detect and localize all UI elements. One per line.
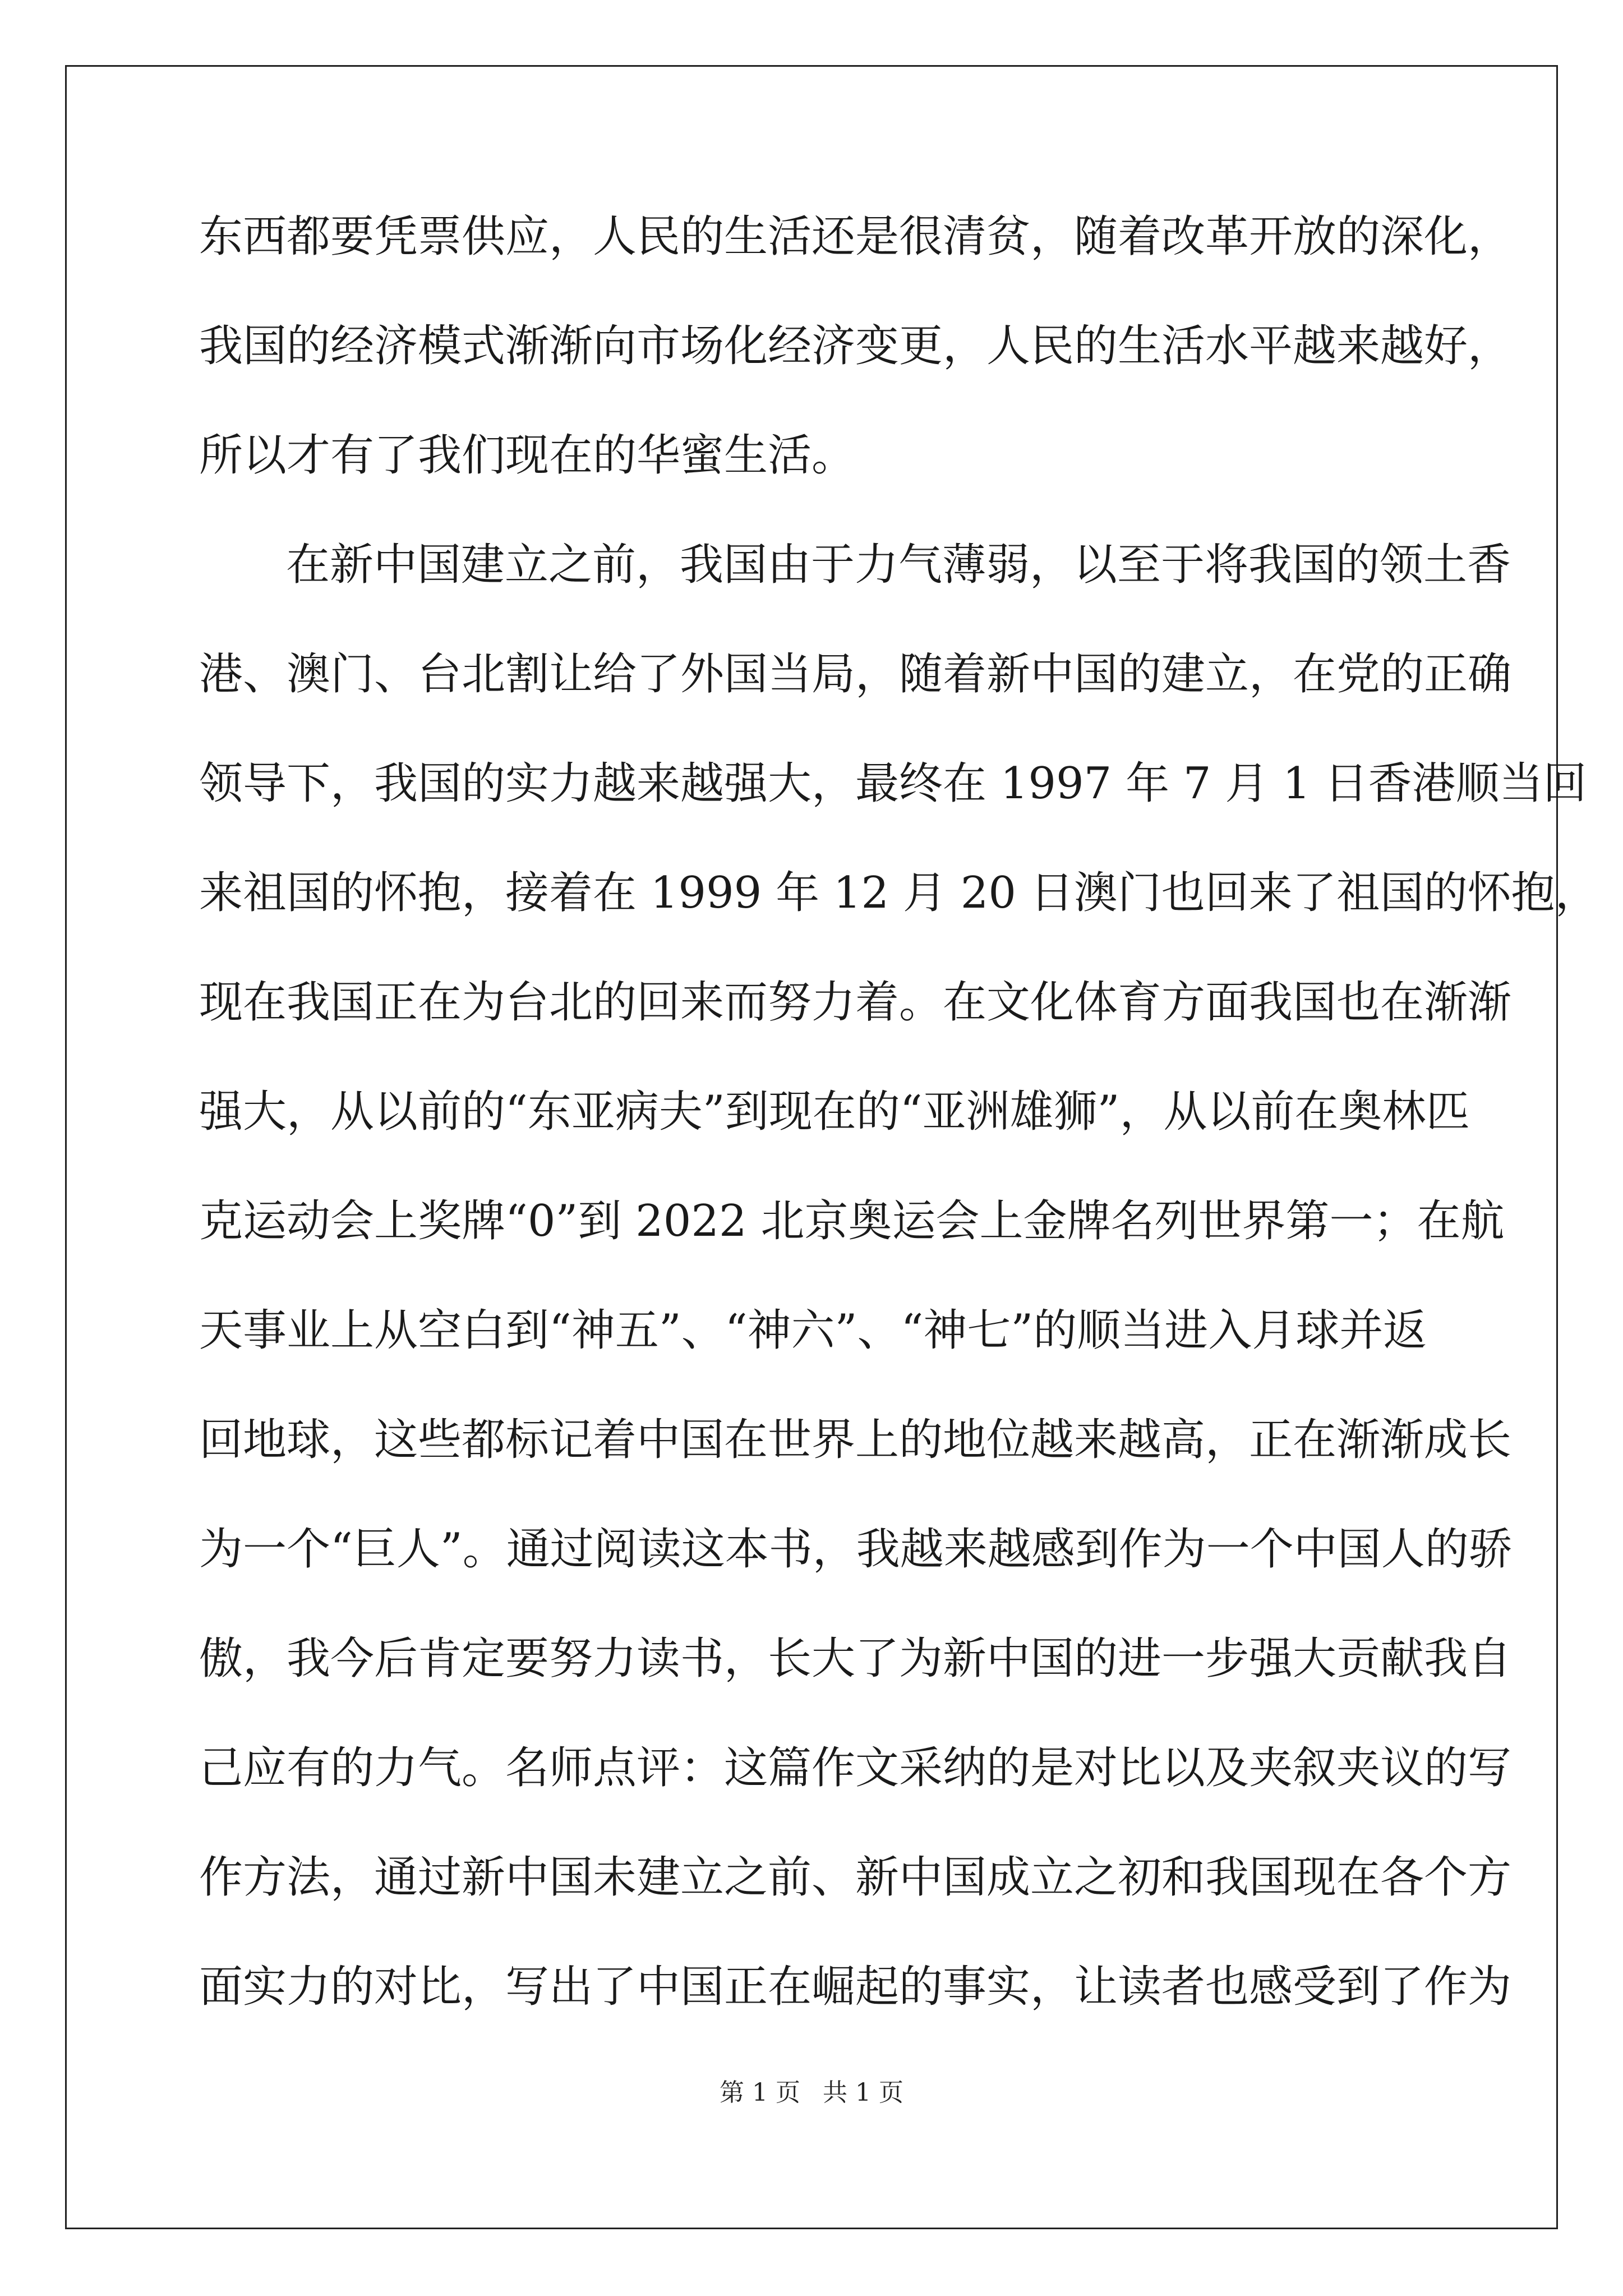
text-line: 我国的经济模式渐渐向市场化经济变更，人民的生活水平越来越好， — [199, 321, 1512, 371]
text-line: 傲，我今后肯定要努力读书，长大了为新中国的进一步强大贡献我自 — [199, 1634, 1512, 1684]
text-line: 己应有的力气。名师点评：这篇作文采纳的是对比以及夹叙夹议的写 — [199, 1743, 1512, 1793]
text-line: 在新中国建立之前，我国由于力气薄弱，以至于将我国的领土香 — [286, 540, 1511, 590]
text-line: 领导下，我国的实力越来越强大，最终在 1997 年 7 月 1 日香港顺当回 — [199, 758, 1587, 809]
text-line: 港、澳门、台北割让给了外国当局，随着新中国的建立，在党的正确 — [199, 649, 1512, 700]
text-line: 克运动会上奖牌“0”到 2022 北京奥运会上金牌名列世界第一；在航 — [199, 1196, 1505, 1246]
text-line: 来祖国的怀抱，接着在 1999 年 12 月 20 日澳门也回来了祖国的怀抱， — [199, 868, 1599, 918]
text-line: 作方法，通过新中国未建立之前、新中国成立之初和我国现在各个方 — [199, 1852, 1512, 1903]
text-line: 现在我国正在为台北的回来而努力着。在文化体育方面我国也在渐渐 — [199, 977, 1512, 1028]
text-line: 为一个“巨人”。通过阅读这本书，我越来越感到作为一个中国人的骄 — [199, 1524, 1513, 1575]
text-line: 所以才有了我们现在的华蜜生活。 — [199, 430, 856, 481]
page-footer — [0, 2077, 1623, 2109]
text-line: 面实力的对比，写出了中国正在崛起的事实，让读者也感受到了作为 — [199, 1962, 1512, 2012]
page-number: 第 1 页 — [720, 2078, 800, 2107]
text-line: 回地球，这些都标记着中国在世界上的地位越来越高，正在渐渐成长 — [199, 1415, 1512, 1465]
text-line: 天事业上从空白到“神五”、“神六”、“神七”的顺当进入月球并返 — [199, 1305, 1427, 1356]
text-line: 强大，从以前的“东亚病夫”到现在的“亚洲雄狮”，从以前在奥林匹 — [199, 1087, 1470, 1137]
text-line: 东西都要凭票供应，人民的生活还是很清贫，随着改革开放的深化， — [199, 211, 1512, 262]
page-total: 共 1 页 — [823, 2078, 903, 2107]
document-body — [199, 210, 1599, 2070]
